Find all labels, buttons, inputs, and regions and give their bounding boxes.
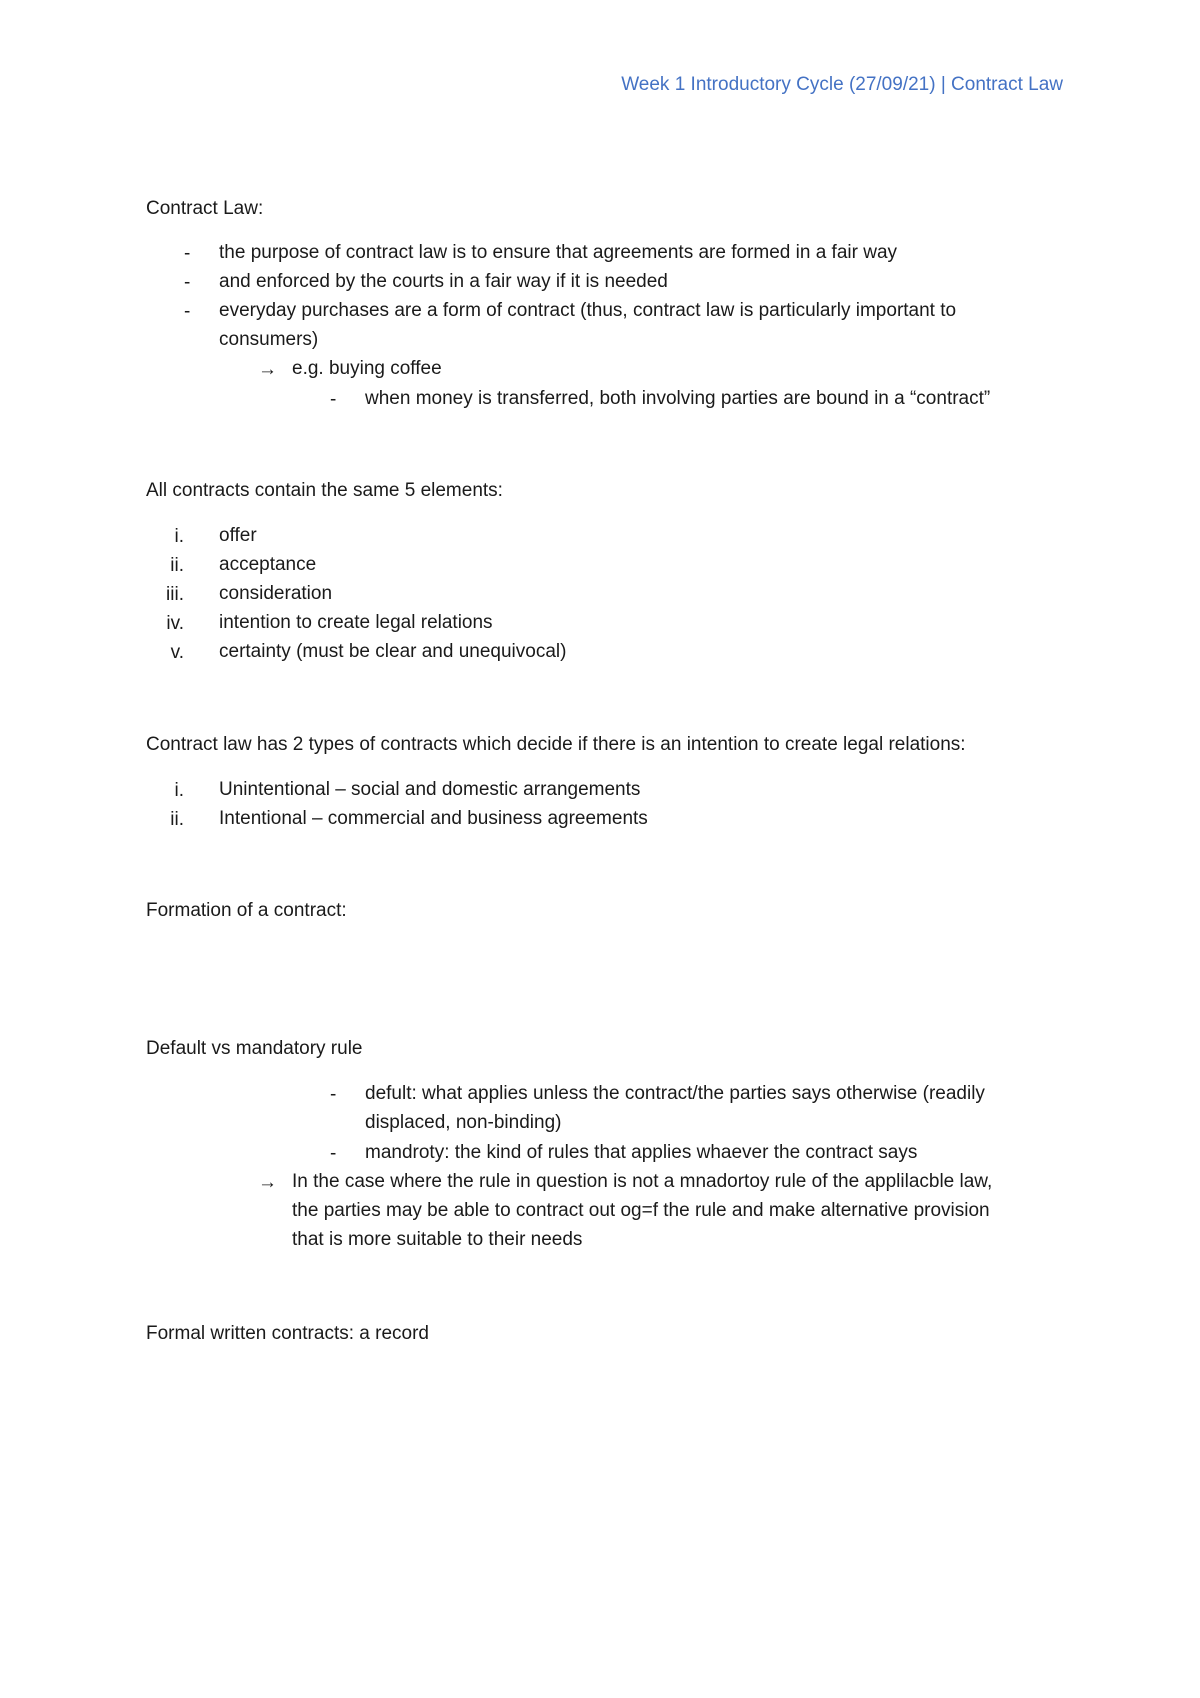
list-item: consideration xyxy=(219,583,333,604)
dash-bullet-marker: - xyxy=(184,243,191,264)
list-item: Intentional – commercial and business agreements xyxy=(219,808,648,829)
sub-bullet-text: when money is transferred, both involving parties are bound in a “contract” xyxy=(365,388,991,409)
bullet-text-continuation: displaced, non-binding) xyxy=(365,1112,562,1133)
section-heading-formation: Formation of a contract: xyxy=(146,900,347,921)
dash-bullet-marker: - xyxy=(184,301,191,322)
bullet-text: mandroty: the kind of rules that applies whaever the contract says xyxy=(365,1142,918,1163)
roman-numeral-marker: ii. xyxy=(170,555,184,576)
dash-bullet-marker: - xyxy=(330,1143,337,1164)
bullet-text: the purpose of contract law is to ensure that agreements are formed in a fair way xyxy=(219,242,898,263)
roman-numeral-marker: i. xyxy=(174,780,184,801)
list-item: certainty (must be clear and unequivocal) xyxy=(219,641,567,662)
bullet-text-continuation: consumers) xyxy=(219,329,319,350)
arrow-paragraph-line: that is more suitable to their needs xyxy=(292,1229,583,1250)
section-heading-formal-written: Formal written contracts: a record xyxy=(146,1323,429,1344)
arrow-paragraph-line: In the case where the rule in question is not a mnadortoy rule of the applilacble law, xyxy=(292,1171,993,1192)
roman-numeral-marker: iv. xyxy=(166,613,184,634)
bullet-text: defult: what applies unless the contract/the parties says otherwise (readily xyxy=(365,1083,985,1104)
dash-bullet-marker: - xyxy=(330,1084,337,1105)
section-heading-default-mandatory: Default vs mandatory rule xyxy=(146,1038,363,1059)
arrow-right-icon: → xyxy=(258,1172,277,1193)
list-item: Unintentional – social and domestic arrangements xyxy=(219,779,641,800)
roman-numeral-marker: iii. xyxy=(166,584,184,605)
roman-numeral-marker: i. xyxy=(174,526,184,547)
dash-bullet-marker: - xyxy=(330,389,337,410)
bullet-text: and enforced by the courts in a fair way if it is needed xyxy=(219,271,668,292)
arrow-item-text: e.g. buying coffee xyxy=(292,358,442,379)
list-item: intention to create legal relations xyxy=(219,612,493,633)
section-heading-contract-law: Contract Law: xyxy=(146,198,264,219)
arrow-right-icon: → xyxy=(258,359,277,380)
section-heading-types: Contract law has 2 types of contracts which decide if there is an intention to create legal relations: xyxy=(146,734,966,755)
section-heading-elements: All contracts contain the same 5 elements: xyxy=(146,480,503,501)
list-item: offer xyxy=(219,525,257,546)
arrow-paragraph-line: the parties may be able to contract out og=f the rule and make alternative provision xyxy=(292,1200,990,1221)
page-header: Week 1 Introductory Cycle (27/09/21) | Contract Law xyxy=(621,74,1063,95)
roman-numeral-marker: ii. xyxy=(170,809,184,830)
dash-bullet-marker: - xyxy=(184,272,191,293)
list-item: acceptance xyxy=(219,554,317,575)
bullet-text: everyday purchases are a form of contract (thus, contract law is particularly important to xyxy=(219,300,957,321)
roman-numeral-marker: v. xyxy=(170,642,184,663)
